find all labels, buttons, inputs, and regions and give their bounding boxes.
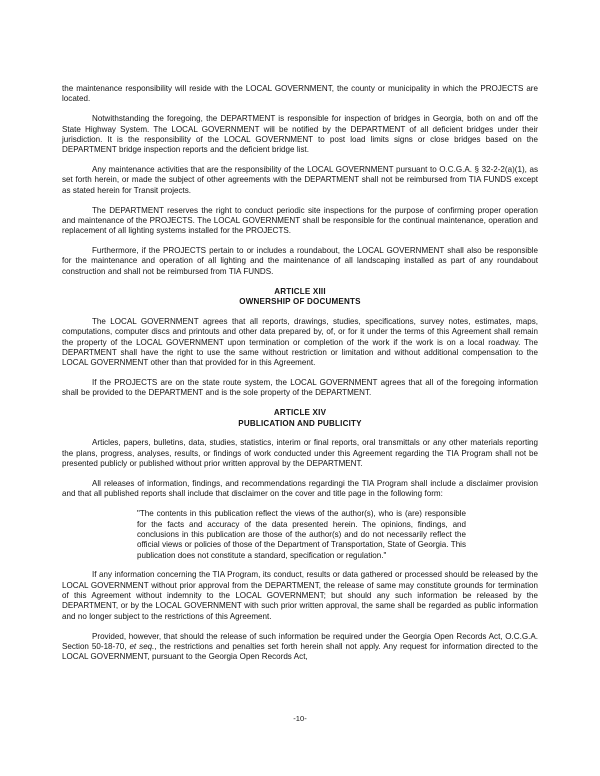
disclaimer-quote-block xyxy=(62,509,538,561)
paragraph-ownership-documents: The LOCAL GOVERNMENT agrees that all reports, drawings, studies, specifications, survey notes, estimates, maps, computations, computer discs and printouts and other data prepared by, of, or for it under the terms of this Agreement shall remain the property of the LOCAL GOVERNMENT upon termination or completion of the work if the work is on a local roadway. The DEPARTMENT shall have the right to use the same without restriction or limitation and without additional compensation to the LOCAL GOVERNMENT other than that provided for in this Agreement. xyxy=(62,316,538,368)
article-heading-xiv-title: PUBLICATION AND PUBLICITY xyxy=(238,418,362,428)
page-number: -10- xyxy=(293,714,307,723)
paragraph-maintenance-responsibility: the maintenance responsibility will reside with the LOCAL GOVERNMENT, the county or municipality in which the PROJECTS are located. xyxy=(62,84,538,104)
paragraph-publication-materials: Articles, papers, bulletins, data, studies, statistics, interim or final reports, oral transmittals or any other materials reporting the plans, progress, analyses, results, or findings of work conducted under this Agreement regarding the TIA Program shall not be presented publicly or published without prior written approval by the DEPARTMENT. xyxy=(62,438,538,469)
disclaimer-quote-text: "The contents in this publication reflect the views of the author(s), who is (are) responsible for the facts and accuracy of the data presented herein. The opinions, findings, and conclusions in this publication are those of the author(s) and do not necessarily reflect the official views or policies of those of the Department of Transportation, State of Georgia. This publication does not constitute a standard, specification or regulation." xyxy=(137,509,466,560)
latin-phrase-et-seq: et seq. xyxy=(129,641,155,651)
article-heading-xiv-number: ARTICLE XIV xyxy=(273,408,327,418)
paragraph-roundabout: Furthermore, if the PROJECTS pertain to or includes a roundabout, the LOCAL GOVERNMENT shall also be responsible for the maintenance and operation of all lighting and the maintenance of all landscaping installed as part of any roundabout construction and shall not be reimbursed from TIA FUNDS. xyxy=(62,246,538,276)
paragraph-disclaimer-intro: All releases of information, findings, and recommendations regardingi the TIA Program shall include a disclaimer provision and that all published reports shall include that disclaimer on the cover and title page in the following form: xyxy=(62,478,538,499)
article-heading-xiii xyxy=(62,287,538,308)
document-body xyxy=(62,84,538,672)
article-heading-xiii-number: ARTICLE XIII xyxy=(274,286,326,296)
paragraph-site-inspections: The DEPARTMENT reserves the right to conduct periodic site inspections for the purpose of confirming proper operation and maintenance of the PROJECTS. The LOCAL GOVERNMENT shall be responsible for the continual maintenance, operation and replacement of all lighting systems installed for the PROJECTS. xyxy=(62,205,538,236)
paragraph-state-route-system: If the PROJECTS are on the state route system, the LOCAL GOVERNMENT agrees that all of the foregoing information shall be provided to the DEPARTMENT and is the sole property of the DEPARTMENT. xyxy=(62,378,538,398)
paragraph-bridge-inspection: Notwithstanding the foregoing, the DEPARTMENT is responsible for inspection of bridges in Georgia, both on and off the State Highway System. The LOCAL GOVERNMENT will be notified by the DEPARTMENT of all deficient bridges under their jurisdiction. It is the responsibility of the LOCAL GOVERNMENT to post load limits signs or close bridges based on the DEPARTMENT bridge inspection reports and the deficient bridge list. xyxy=(62,114,538,155)
article-heading-xiv xyxy=(62,408,538,429)
article-heading-xiii-title: OWNERSHIP OF DOCUMENTS xyxy=(239,297,361,306)
paragraph-open-records-act: Provided, however, that should the release of such information be required under the Georgia Open Records Act, O.C.G.A. Section 50-18-70, et seq., the restrictions and penalties set forth herein shall not apply. Any request for information directed to the LOCAL GOVERNMENT, pursuant to the Georgia Open Records Act, xyxy=(62,631,538,662)
paragraph-unauthorized-release: If any information concerning the TIA Program, its conduct, results or data gathered or processed should be released by the LOCAL GOVERNMENT without prior approval from the DEPARTMENT, the release of same may constitute grounds for termination of this Agreement without indemnity to the LOCAL GOVERNMENT; but should any such information be released by the DEPARTMENT, or by the LOCAL GOVERNMENT with such prior written approval, the same shall be regarded as public information and no longer subject to the restrictions of this Agreement. xyxy=(62,570,538,621)
paragraph-maintenance-activities: Any maintenance activities that are the responsibility of the LOCAL GOVERNMENT pursuant to O.C.G.A. § 32-2-2(a)(1), as set forth herein, or made the subject of other agreements with the DEPARTMENT shall not be reimbursed from TIA FUNDS except as stated herein for Transit projects. xyxy=(62,165,538,195)
